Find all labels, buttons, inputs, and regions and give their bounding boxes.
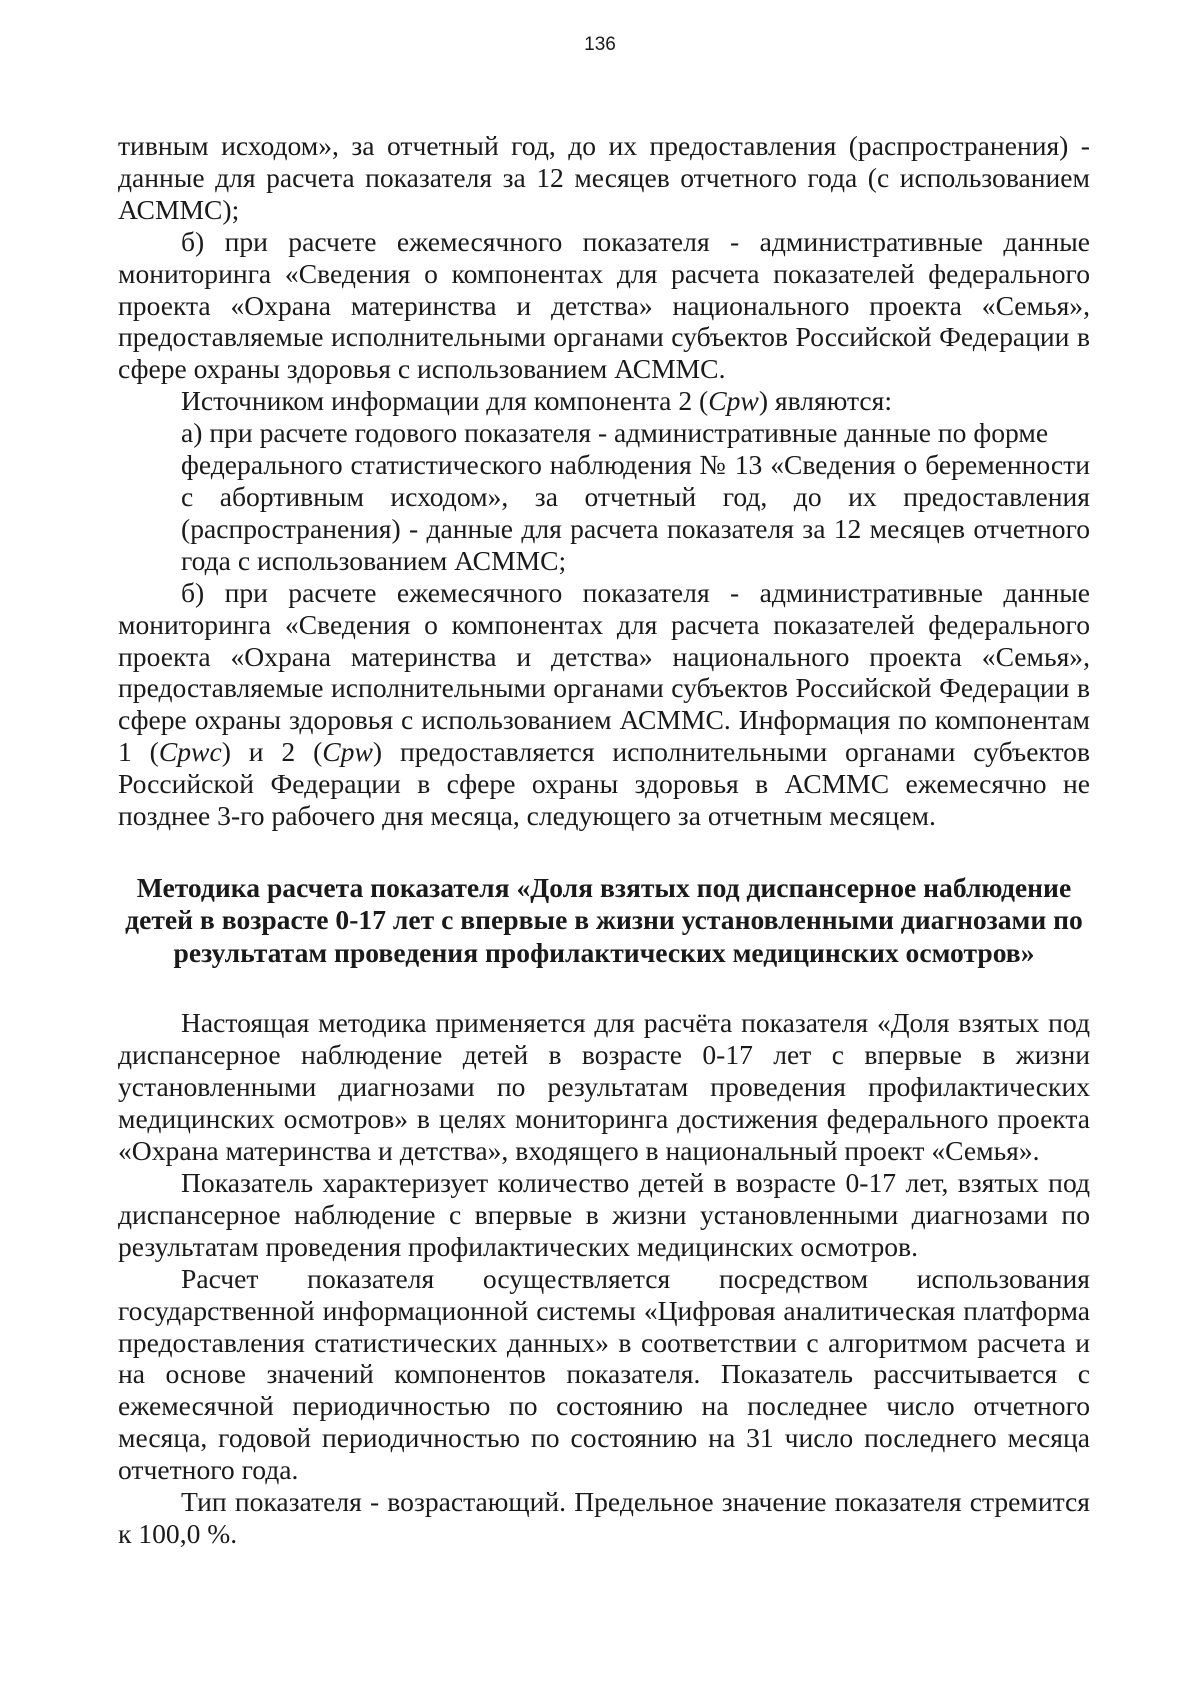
text-segment: ) и 2 ( [221, 736, 323, 768]
paragraph-monthly-source-1: б) при расчете ежемесячного показателя - административные данные мониторинга «Сведения о компонентах для расчета показателей федерального проекта «Охрана материнства и детства» национального проекта «Семья», предоставляемые исполнительными органами субъектов Российской Федерации в сфере охраны здоровья с использованием АСММС. [118, 225, 1090, 385]
paragraph-calculation-method: Расчет показателя осуществляется посредством использования государственной информационной системы «Цифровая аналитическая платформа предоставления статистических данных» в соответствии с алгоритмом расчета и на основе значений компонентов показателя. Показатель рассчитывается с ежемесячной периодичностью по состоянию на последнее число отчетного месяца, годовой периодичностью по состоянию на 31 число последнего месяца отчетного года. [118, 1262, 1090, 1486]
text-segment: ) являются: [758, 385, 892, 417]
paragraph-indicator-type: Тип показателя - возрастающий. Предельное значение показателя стремится к 100,0 %. [118, 1486, 1090, 1549]
section-heading: Методика расчета показателя «Доля взятых под диспансерное наблюдение детей в возрасте 0-17 лет с впервые в жизни установленными диагнозами по результатам проведения профилактических медицинских осмотров» [125, 871, 1083, 968]
section-body [118, 1007, 1090, 1549]
paragraph-monthly-source-2 [118, 577, 1090, 832]
page-number: 136 [584, 34, 616, 55]
text-segment: ) предоставляется исполнительными органами субъектов Российской Федерации в сфере охраны здоровья в АСММС ежемесячно не позднее 3-го рабочего дня месяца, следующего за отчетным месяцем. [118, 736, 1090, 832]
page-content [118, 130, 1090, 1550]
variable-cpw: Cpw [322, 736, 373, 768]
paragraph-annual-source: а) при расчете годового показателя - административные данные по форме [181, 417, 1049, 449]
paragraph-indicator-description: Показатель характеризует количество детей в возрасте 0-17 лет, взятых под диспансерное наблюдение с впервые в жизни установленными диагнозами по результатам проведения профилактических медицинских осмотров. [118, 1166, 1090, 1262]
text-segment: Источником информации для компонента 2 ( [181, 385, 709, 417]
paragraph-component-2-source [118, 385, 1090, 417]
variable-cpwc: Cpwc [158, 736, 222, 768]
paragraph-methodology-purpose: Настоящая методика применяется для расчёта показателя «Доля взятых под диспансерное наблюдение детей в возрасте 0-17 лет с впервые в жизни установленными диагнозами по результатам проведения профилактических медицинских осмотров» в целях мониторинга достижения федерального проекта «Охрана материнства и детства», входящего в национальный проект «Семья». [118, 1007, 1090, 1167]
variable-cpw: Cpw [708, 385, 759, 417]
text-segment: б) при расчете ежемесячного показателя - административные данные мониторинга «Сведения о компонентах для расчета показателей федерального проекта «Охрана материнства и детства» национального проекта «Семья», предоставляемые исполнительными органами субъектов Российской Федерации в сфере охраны здоровья с использованием АСММС. Информация по компонентам 1 ( [118, 576, 1090, 768]
paragraph-form-13: федерального статистического наблюдения № 13 «Сведения о беременности с абортивным исходом», за отчетный год, до их предоставления (распространения) - данные для расчета показателя за 12 месяцев отчетного года с использованием АСММС; [181, 449, 1090, 576]
paragraph-continuation: тивным исходом», за отчетный год, до их предоставления (распространения) - данные для расчета показателя за 12 месяцев отчетного года (с использованием АСММС); [118, 130, 1090, 225]
